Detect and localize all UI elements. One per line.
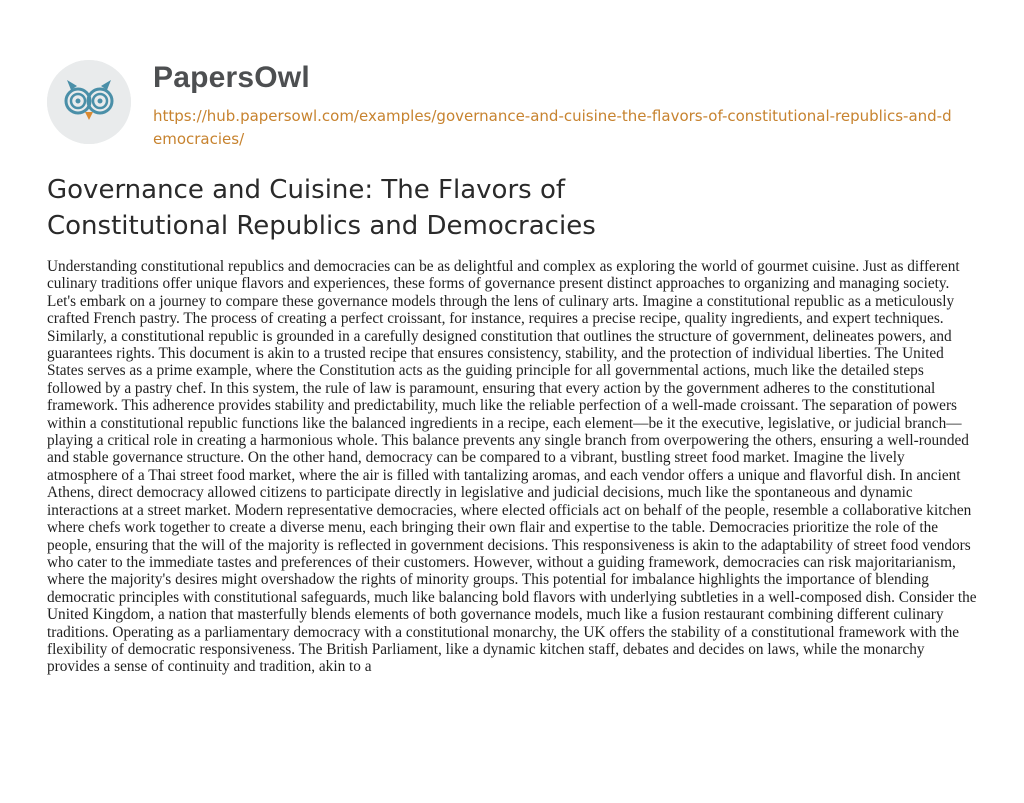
site-header (47, 60, 987, 160)
owl-logo-graphic (47, 60, 131, 144)
source-url[interactable]: https://hub.papersowl.com/examples/governance-and-cuisine-the-flavors-of-constitutional-republics-and-democracies/ (153, 107, 952, 148)
owl-logo-icon[interactable] (47, 60, 131, 144)
document-title: Governance and Cuisine: The Flavors of Constitutional Republics and Democracies (47, 175, 596, 241)
brand-name[interactable]: PapersOwl (153, 61, 310, 94)
document-body: Understanding constitutional republics and democracies can be as delightful and complex as exploring the world of gourmet cuisine. Just as different culinary traditions offer unique flavors and experiences, these forms of governance present distinct approaches to organizing and managing society. Let's embark on a journey to compare these governance models through the lens of culinary arts. Imagine a constitutional republic as a meticulously crafted French pastry. The process of creating a perfect croissant, for instance, requires a precise recipe, quality ingredients, and expert techniques. Similarly, a constitutional republic is grounded in a carefully designed constitution that outlines the structure of government, delineates powers, and guarantees rights. This document is akin to a trusted recipe that ensures consistency, stability, and the protection of individual liberties. The United States serves as a prime example, where the Constitution acts as the guiding principle for all governmental actions, much like the detailed steps followed by a pastry chef. In this system, the rule of law is paramount, ensuring that every action by the government adheres to the constitutional framework. This adherence provides stability and predictability, much like the reliable perfection of a well-made croissant. The separation of powers within a constitutional republic functions like the balanced ingredients in a recipe, each element—be it the executive, legislative, or judicial branch—playing a critical role in creating a harmonious whole. This balance prevents any single branch from overpowering the others, ensuring a well-rounded and stable governance structure. On the other hand, democracy can be compared to a vibrant, bustling street food market. Imagine the lively atmosphere of a Thai street food market, where the air is filled with tantalizing aromas, and each vendor offers a unique and flavorful dish. In ancient Athens, direct democracy allowed citizens to participate directly in legislative and judicial decisions, much like the spontaneous and dynamic interactions at a street market. Modern representative democracies, where elected officials act on behalf of the people, resemble a collaborative kitchen where chefs work together to create a diverse menu, each bringing their own flair and expertise to the table. Democracies prioritize the role of the people, ensuring that the will of the majority is reflected in government decisions. This responsiveness is akin to the adaptability of street food vendors who cater to the immediate tastes and preferences of their customers. However, without a guiding framework, democracies can risk majoritarianism, where the majority's desires might overshadow the rights of minority groups. This potential for imbalance highlights the importance of blending democratic principles with constitutional safeguards, much like balancing bold flavors with underlying subtleties in a well-composed dish. Consider the United Kingdom, a nation that masterfully blends elements of both governance models, much like a fusion restaurant combining different culinary traditions. Operating as a parliamentary democracy with a constitutional monarchy, the UK offers the stability of a constitutional framework with the flexibility of democratic responsiveness. The British Parliament, like a dynamic kitchen staff, debates and decides on laws, while the monarchy provides a sense of continuity and tradition, akin to a (47, 258, 977, 676)
